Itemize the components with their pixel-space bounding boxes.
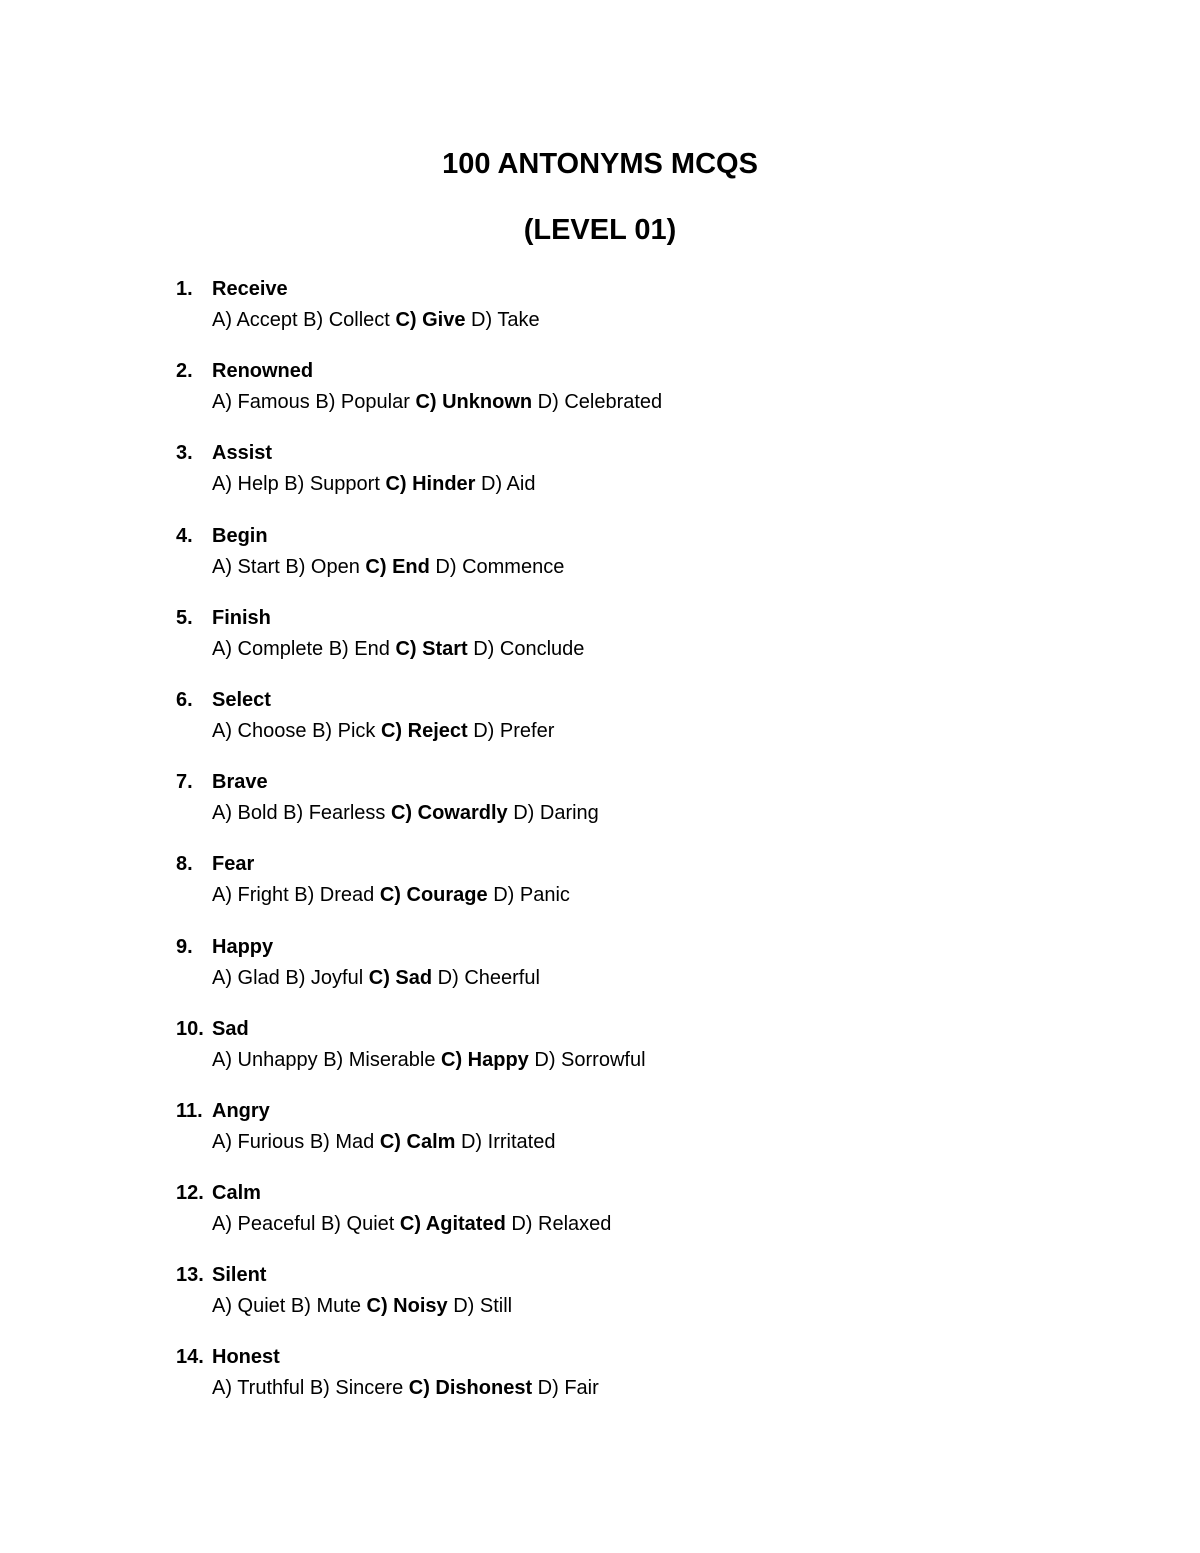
question-number: 9.: [176, 935, 193, 958]
question-word: Renowned: [212, 360, 314, 383]
option: A) Choose: [212, 719, 307, 742]
option-correct: C) Happy: [441, 1048, 529, 1071]
question-number: 1.: [176, 278, 193, 300]
question-item: [176, 684, 1076, 766]
option: B) Mute: [290, 1295, 361, 1318]
option: D) Prefer: [473, 719, 555, 742]
question-item: [176, 931, 1076, 1013]
question-word: Happy: [212, 935, 274, 958]
question-word: Sad: [212, 1017, 249, 1040]
option: B) Support: [284, 473, 380, 496]
question-item: [176, 1013, 1076, 1095]
question-options: [212, 633, 584, 665]
question-item: [176, 766, 1076, 848]
question-number: 6.: [176, 688, 193, 711]
option-correct: C) Hinder: [385, 473, 476, 496]
question-word: Angry: [212, 1099, 270, 1122]
question-item: [176, 520, 1076, 602]
question-word: Fear: [212, 853, 255, 876]
option: B) Popular: [315, 391, 410, 414]
question-number: 12.: [176, 1182, 204, 1205]
question-options: [212, 1290, 512, 1322]
question-word: Finish: [212, 606, 271, 629]
option-correct: C) Agitated: [399, 1213, 506, 1236]
question-number: 5.: [176, 606, 193, 629]
option: B) Quiet: [320, 1213, 395, 1236]
option: A) Famous: [212, 391, 310, 414]
question-item: [176, 355, 1076, 437]
question-word: Brave: [212, 771, 268, 794]
option-correct: C) Cowardly: [390, 802, 508, 825]
question-item: [176, 1341, 1076, 1423]
question-number: 3.: [176, 442, 193, 465]
option: A) Help: [212, 473, 279, 496]
option: A) Unhappy: [212, 1048, 318, 1071]
question-options: [212, 962, 540, 994]
option: D) Aid: [481, 473, 536, 496]
option-correct: C) Reject: [380, 719, 468, 742]
question-list: [176, 273, 1076, 1424]
option: A) Glad: [212, 966, 280, 989]
option-correct: C) Courage: [379, 884, 488, 907]
question-options: [212, 879, 570, 911]
option: D) Take: [471, 309, 540, 331]
question-word: Receive: [212, 278, 288, 300]
option: B) Mad: [309, 1130, 375, 1153]
option: D) Cheerful: [437, 966, 540, 989]
question-options: [212, 1126, 555, 1158]
question-options: [212, 715, 554, 747]
question-number: 13.: [176, 1264, 204, 1287]
question-number: 8.: [176, 853, 193, 876]
page-subtitle: (LEVEL 01): [523, 214, 677, 246]
question-options: [212, 386, 662, 418]
option: B) Miserable: [323, 1048, 436, 1071]
question-options: [212, 1044, 646, 1076]
question-item: [176, 602, 1076, 684]
question-options: [212, 797, 599, 829]
option-correct: C) Calm: [379, 1130, 456, 1153]
question-number: 7.: [176, 771, 193, 794]
question-word: Calm: [212, 1182, 261, 1205]
option: A) Complete: [212, 637, 324, 660]
option: A) Fright: [212, 884, 289, 907]
option: B) Joyful: [285, 966, 364, 989]
option-correct: C) Sad: [368, 966, 433, 989]
question-item: [176, 848, 1076, 930]
option: D) Panic: [493, 884, 570, 907]
option-correct: C) Give: [395, 309, 466, 331]
question-number: 14.: [176, 1346, 204, 1369]
option-correct: C) End: [365, 555, 430, 578]
option: A) Start: [212, 555, 280, 578]
option: A) Quiet: [212, 1295, 286, 1318]
option: D) Irritated: [460, 1130, 556, 1153]
option: D) Celebrated: [537, 391, 663, 414]
question-word: Begin: [212, 524, 268, 547]
question-options: [212, 1372, 599, 1404]
option: D) Relaxed: [511, 1213, 612, 1236]
option: D) Still: [453, 1295, 513, 1318]
option: A) Peaceful: [212, 1213, 316, 1236]
option: A) Accept: [212, 309, 298, 331]
question-item: [176, 1095, 1076, 1177]
option: B) Collect: [303, 309, 390, 331]
option-correct: C) Unknown: [415, 391, 533, 414]
question-word: Assist: [212, 442, 273, 465]
option-correct: C) Noisy: [366, 1295, 448, 1318]
option: D) Sorrowful: [534, 1048, 646, 1071]
option: B) Dread: [294, 884, 375, 907]
question-number: 4.: [176, 524, 193, 547]
option: B) Pick: [312, 719, 376, 742]
question-options: [212, 468, 535, 500]
option-correct: C) Dishonest: [408, 1377, 533, 1400]
question-number: 10.: [176, 1017, 204, 1040]
option: B) Sincere: [309, 1377, 404, 1400]
question-options: [212, 304, 540, 336]
option: B) End: [328, 637, 390, 660]
question-options: [212, 1208, 611, 1240]
question-item: [176, 1177, 1076, 1259]
option: D) Fair: [537, 1377, 599, 1400]
option: B) Fearless: [283, 802, 386, 825]
page-title: 100 ANTONYMS MCQS: [442, 148, 758, 180]
question-number: 2.: [176, 360, 193, 383]
option: A) Truthful: [212, 1377, 305, 1400]
question-word: Honest: [212, 1346, 280, 1369]
option: A) Bold: [212, 802, 278, 825]
question-word: Silent: [212, 1264, 267, 1287]
option: B) Open: [285, 555, 360, 578]
option-correct: C) Start: [395, 637, 468, 660]
option: D) Commence: [435, 555, 565, 578]
question-item: [176, 1259, 1076, 1341]
question-options: [212, 551, 564, 583]
question-item: [176, 437, 1076, 519]
question-number: 11.: [176, 1099, 203, 1122]
question-word: Select: [212, 688, 271, 711]
question-item: [176, 273, 1076, 355]
option: D) Conclude: [473, 637, 585, 660]
option: D) Daring: [513, 802, 599, 825]
option: A) Furious: [212, 1130, 305, 1153]
